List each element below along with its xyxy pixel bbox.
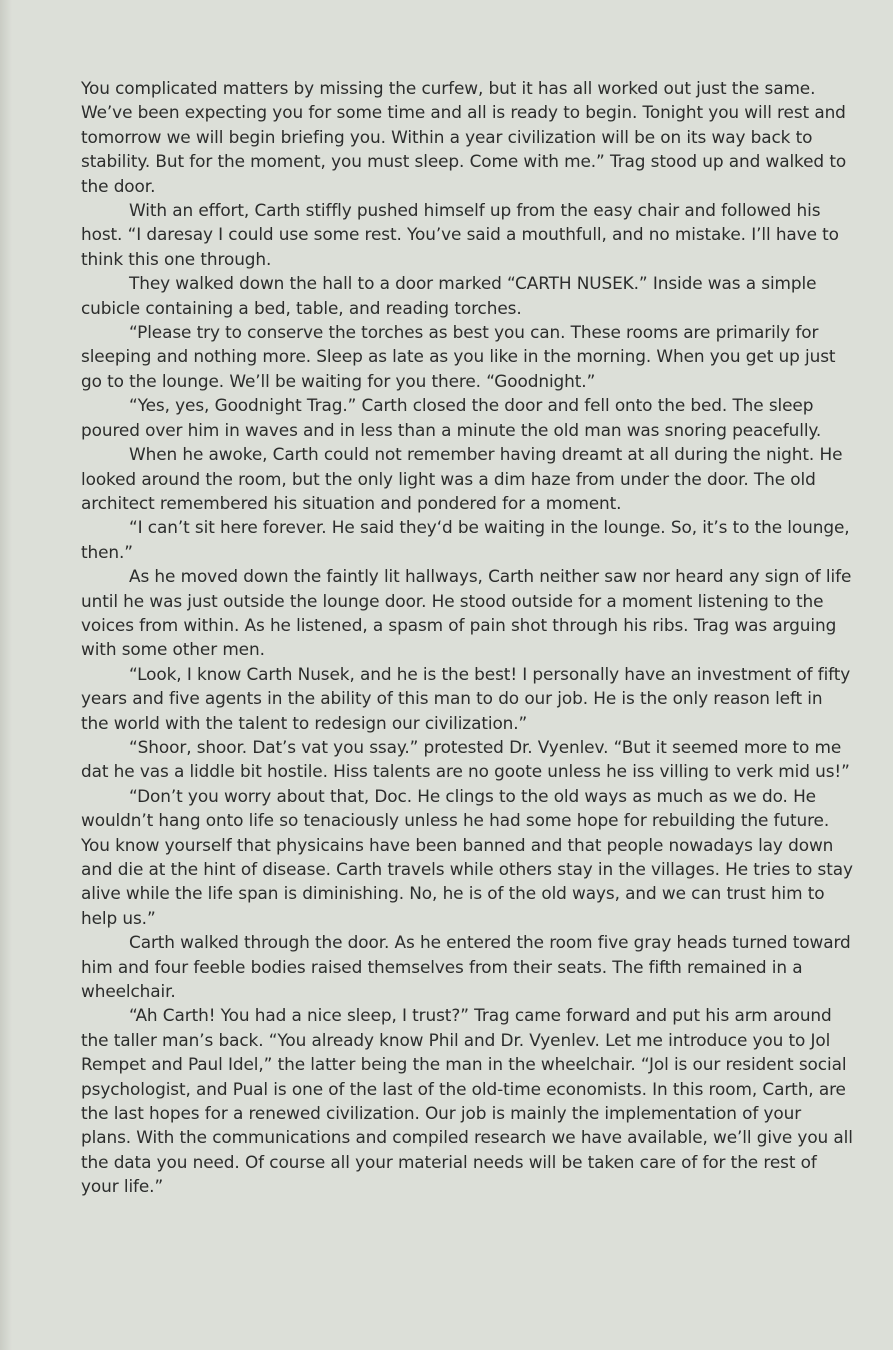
paragraph: Carth walked through the door. As he entered the room five gray heads turned toward him and four feeble bodies raised themselves from their seats. The fifth remained in a wheelchair. [81, 932, 851, 1002]
paragraph: “I can’t sit here forever. He said they‘d be waiting in the lounge. So, it’s to the lounge, then.” [81, 517, 850, 562]
page-binding-edge [0, 0, 12, 1350]
paragraph: “Don’t you worry about that, Doc. He clings to the old ways as much as we do. He wouldn’t hang onto life so tenaciously unless he had some hope for rebuilding the future. You know yourself that physicains have been banned and that people nowadays lay down and die at the hint of disease. Carth travels while others stay in the villages. He tries to stay alive while the life span is diminishing. No, he is of the old ways, and we can trust him to help us.” [81, 785, 853, 928]
paragraph: You complicated matters by missing the curfew, but it has all worked out just the same. We’ve been expecting you for some time and all is ready to begin. Tonight you will rest and tomorrow we will begin briefing you. Within a year civilization will be on its way back to stability. But for the moment, you must sleep. Come with me.” Trag stood up and walked to the door. [81, 78, 847, 196]
paragraph: They walked down the hall to a door marked “CARTH NUSEK.” Inside was a simple cubicle containing a bed, table, and reading torches. [81, 273, 817, 318]
paragraph: With an effort, Carth stiffly pushed himself up from the easy chair and followed his host. “I daresay I could use some rest. You’ve said a mouthfull, and no mistake. I’ll have to think this one through. [81, 200, 839, 269]
story-text [81, 76, 853, 1199]
paragraph: “Shoor, shoor. Dat’s vat you ssay.” protested Dr. Vyenlev. “But it seemed more to me dat he vas a liddle bit hostile. Hiss talents are no goote unless he iss villing to verk mid us!” [81, 736, 850, 782]
paragraph: When he awoke, Carth could not remember having dreamt at all during the night. He looked around the room, but the only light was a dim haze from under the door. The old architect remembered his situation and pondered for a moment. [81, 444, 843, 513]
paragraph: “Please try to conserve the torches as best you can. These rooms are primarily for sleeping and nothing more. Sleep as late as you like in the morning. When you get up just go to the lounge. We’ll be waiting for you there. “Goodnight.” [81, 322, 836, 391]
paragraph: “Ah Carth! You had a nice sleep, I trust?” Trag came forward and put his arm around the taller man’s back. “You already know Phil and Dr. Vyenlev. Let me introduce you to Jol Rempet and Paul Idel,” the latter being the man in the wheelchair. “Jol is our resident social psychologist, and Pual is one of the last of the old-time economists. In this room, Carth, are the last hopes for a renewed civilization. Our job is mainly the implementation of your plans. With the communications and compiled research we have available, we’ll give you all the data you need. Of course all your material needs will be taken care of for the rest of your life.” [81, 1005, 853, 1197]
paragraph: “Look, I know Carth Nusek, and he is the best! I personally have an investment of fifty years and five agents in the ability of this man to do our job. He is the only reason left in the world with the talent to redesign our civilization.” [81, 663, 851, 733]
paragraph: “Yes, yes, Goodnight Trag.” Carth closed the door and fell onto the bed. The sleep poured over him in waves and in less than a minute the old man was snoring peacefully. [81, 395, 822, 440]
paragraph: As he moved down the faintly lit hallways, Carth neither saw nor heard any sign of life until he was just outside the lounge door. He stood outside for a moment listening to the voices from within. As he listened, a spasm of pain shot through his ribs. Trag was arguing with some other men. [81, 566, 852, 660]
